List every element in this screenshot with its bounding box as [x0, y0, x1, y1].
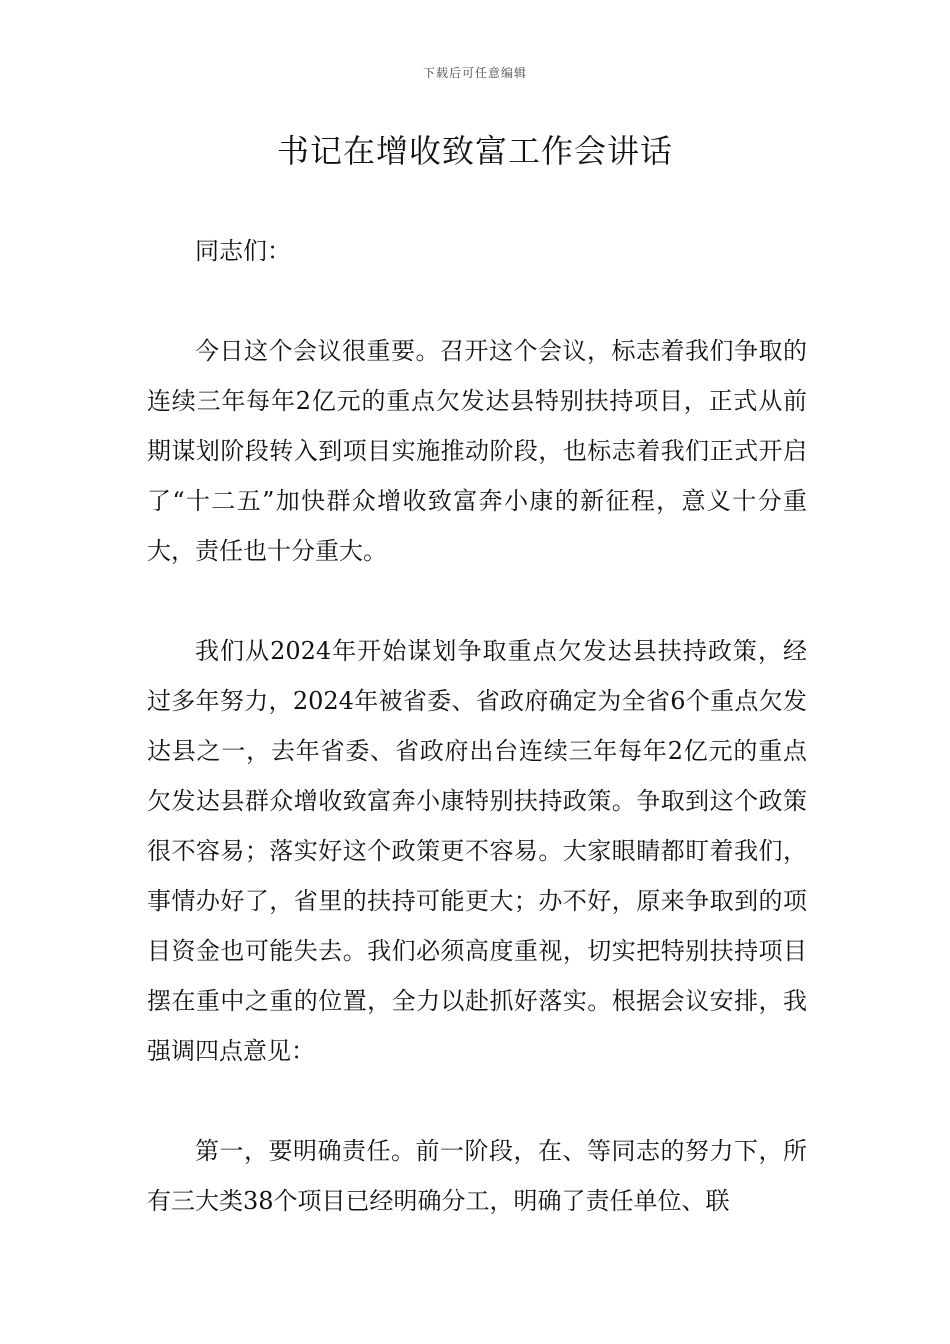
- greeting: 同志们：: [195, 237, 291, 265]
- header-note: 下载后可任意编辑: [422, 66, 527, 80]
- document-body: [147, 226, 807, 1276]
- paragraph-2: 我们从2024年开始谋划争取重点欠发达县扶持政策，经过多年努力，2024年被省委、省政府确定为全省6个重点欠发达县之一，去年省委、省政府出台连续三年每年2亿元的重点欠发达县群众增收致富奔小康特别扶持政策。争取到这个政策很不容易；落实好这个政策更不容易。大家眼睛都盯着我们，事情办好了，省里的扶持可能更大；办不好，原来争取到的项目资金也可能失去。我们必须高度重视，切实把特别扶持项目摆在重中之重的位置，全力以赴抓好落实。根据会议安排，我强调四点意见：: [147, 637, 807, 1065]
- paragraph-1: 今日这个会议很重要。召开这个会议，标志着我们争取的连续三年每年2亿元的重点欠发达县特别扶持项目，正式从前期谋划阶段转入到项目实施推动阶段，也标志着我们正式开启了“十二五”加快群众增收致富奔小康的新征程，意义十分重大，责任也十分重大。: [147, 337, 807, 565]
- paragraph-3: 第一，要明确责任。前一阶段，在、等同志的努力下，所有三大类38个项目已经明确分工，明确了责任单位、联: [147, 1137, 807, 1215]
- document-title: 书记在增收致富工作会讲话: [276, 132, 673, 170]
